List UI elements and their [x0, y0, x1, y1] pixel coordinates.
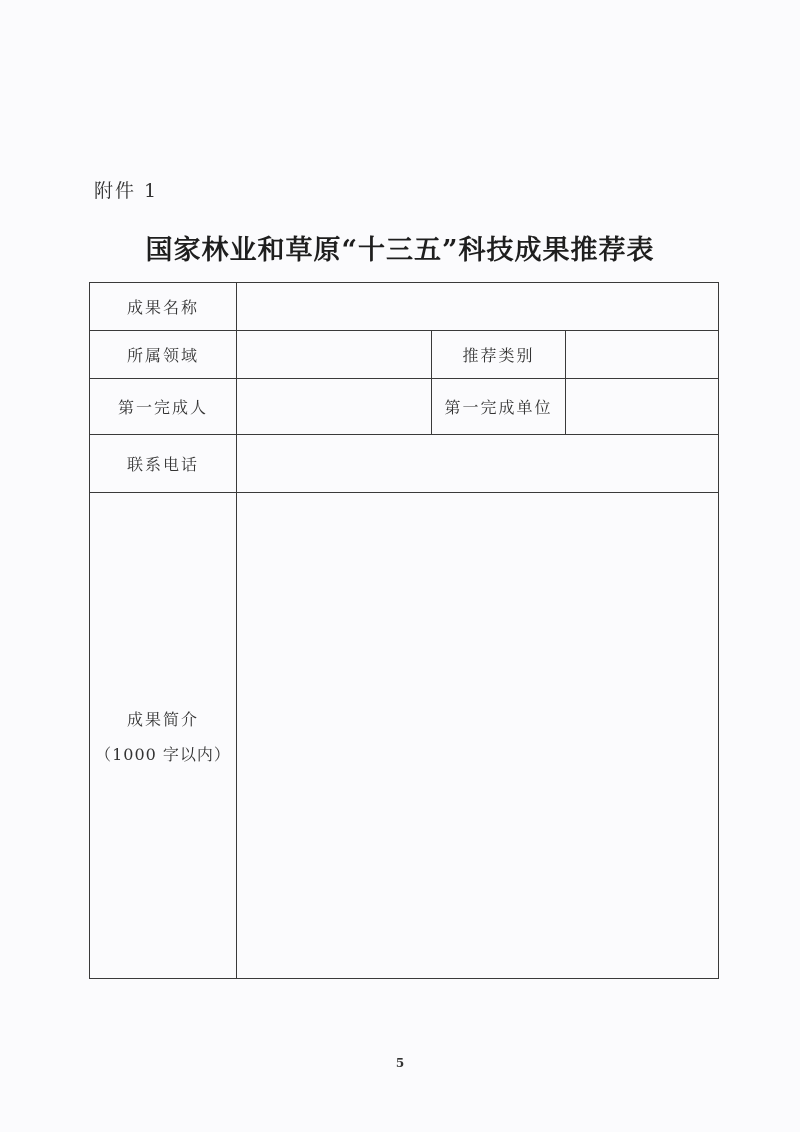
- recommend-category-label: 推荐类别: [432, 331, 566, 379]
- row-field-category: [90, 331, 719, 379]
- first-completer-field[interactable]: [237, 379, 432, 435]
- field-domain-field[interactable]: [237, 331, 432, 379]
- recommendation-form: [89, 282, 719, 979]
- row-achievement-name: [90, 283, 719, 331]
- page-title: 国家林业和草原“十三五”科技成果推荐表: [145, 235, 655, 266]
- summary-field[interactable]: [237, 493, 719, 979]
- first-unit-field[interactable]: [566, 379, 719, 435]
- summary-length-note: （1000 字以内）: [95, 744, 231, 764]
- first-unit-label: 第一完成单位: [432, 379, 566, 435]
- field-domain-label: 所属领域: [90, 331, 237, 379]
- achievement-name-label: 成果名称: [90, 283, 237, 331]
- recommend-category-field[interactable]: [566, 331, 719, 379]
- contact-phone-label: 联系电话: [90, 435, 237, 493]
- attachment-label: 附件 1: [94, 180, 159, 202]
- first-completer-label: 第一完成人: [90, 379, 237, 435]
- page-number: 5: [395, 1056, 405, 1070]
- summary-label: 成果简介: [126, 709, 199, 729]
- row-summary: [90, 493, 719, 979]
- summary-label-cell: [90, 493, 237, 979]
- row-contact-phone: [90, 435, 719, 493]
- contact-phone-field[interactable]: [237, 435, 719, 493]
- achievement-name-field[interactable]: [237, 283, 719, 331]
- row-first-completer: [90, 379, 719, 435]
